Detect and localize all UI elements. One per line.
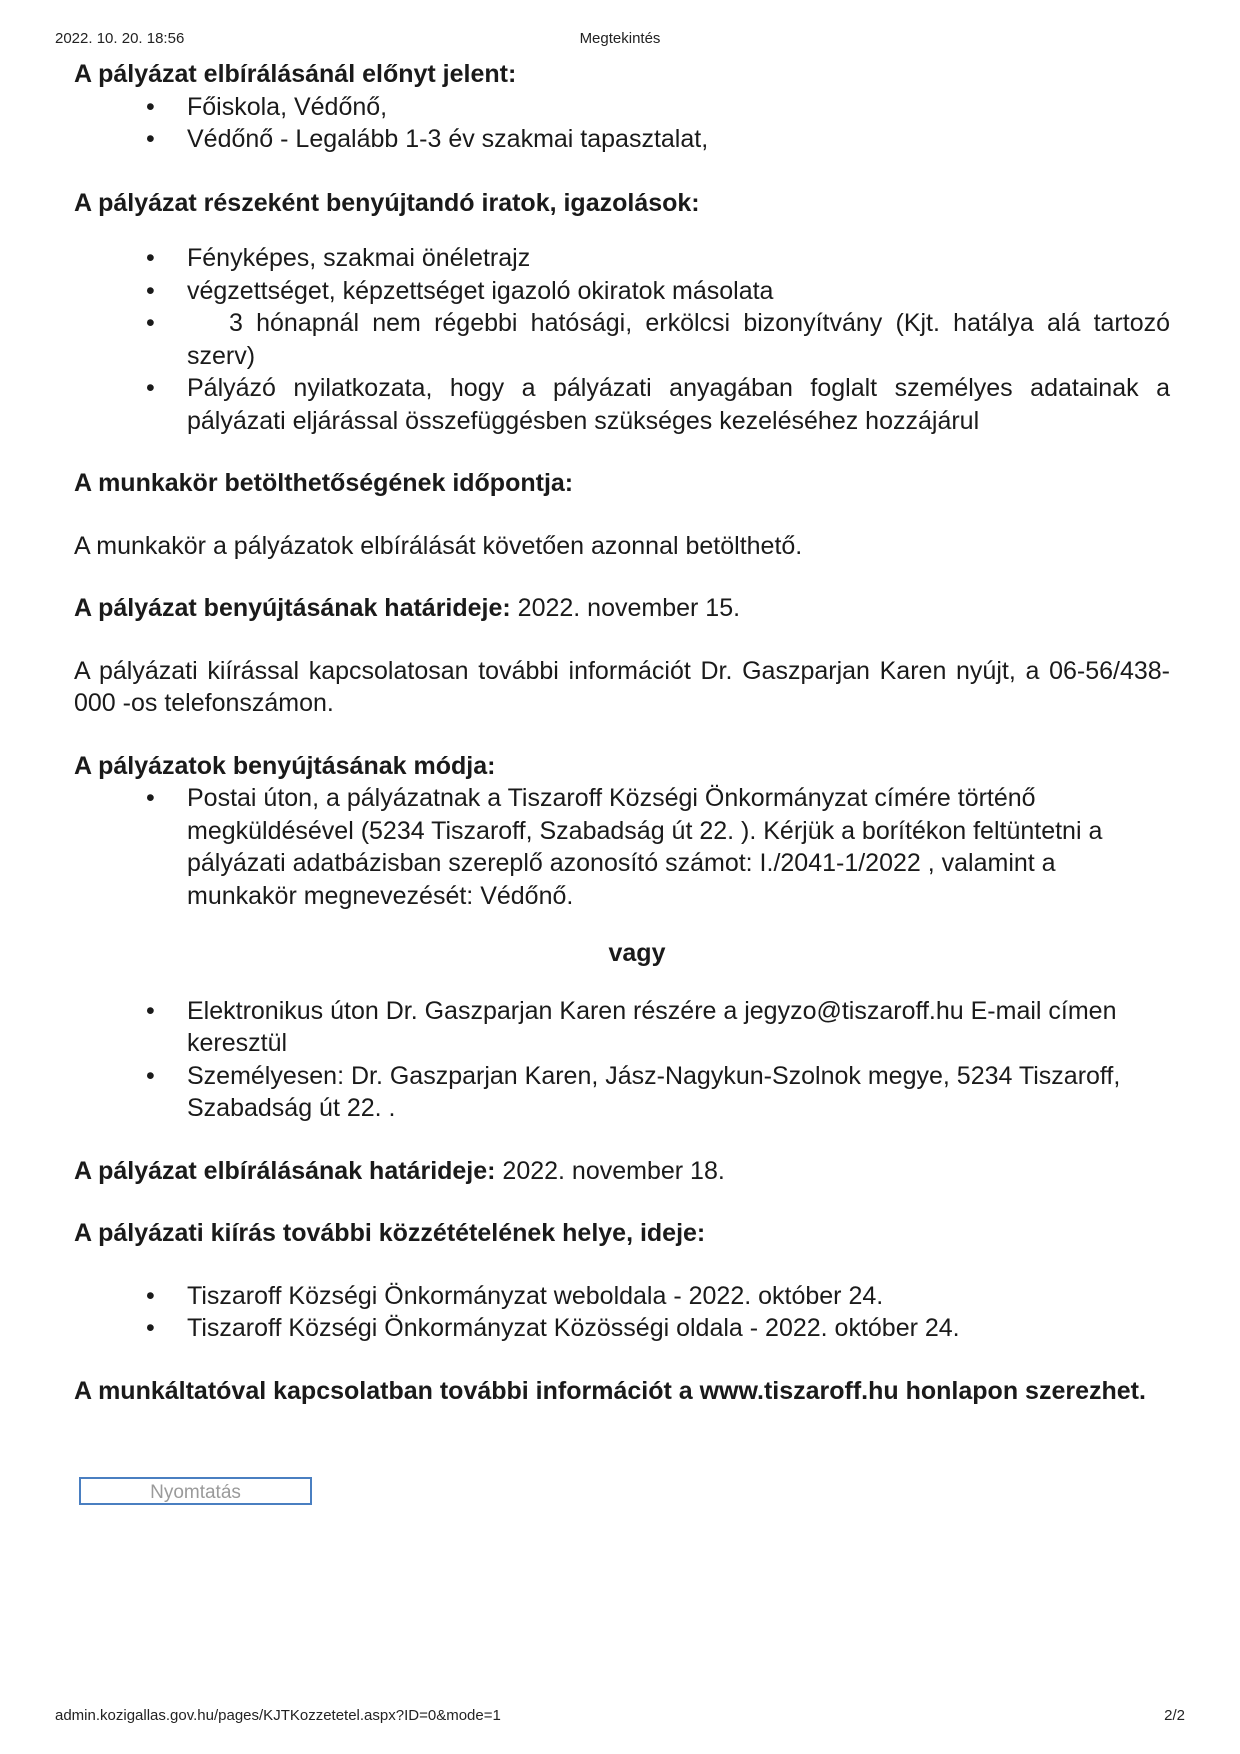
list-item-text: Főiskola, Védőnő, [187, 92, 388, 121]
evaluation-deadline-value: 2022. november 18. [495, 1156, 725, 1185]
print-footer [55, 1707, 1185, 1727]
bullet-icon: • [146, 276, 155, 305]
contact-info-text: A pályázati kiírással kapcsolatosan további információt Dr. Gaszparjan Karen nyújt, a 06-56/438-000 -os telefonszámon. [74, 656, 1170, 717]
bullet-icon: • [146, 374, 155, 402]
submission-deadline [74, 592, 1170, 625]
start-date-text: A munkakör a pályázatok elbírálását követően azonnal betölthető. [74, 531, 803, 560]
submission-method-list-more [74, 995, 1170, 1125]
documents-heading: A pályázat részeként benyújtandó iratok, igazolások: [74, 188, 700, 217]
list-item [74, 307, 1170, 372]
print-datetime: 2022. 10. 20. 18:56 [55, 30, 185, 47]
personal-submission-text: Személyesen: Dr. Gaszparjan Karen, Jász-Nagykun-Szolnok megye, 5234 Tiszaroff, Szabadság út 22. . [187, 1061, 1121, 1122]
list-item-text: Pályázó nyilatkozata, hogy a pályázati anyagában foglalt személyes adatainak a pályázati eljárással összefüggésben szükséges kezeléséhez hozzájárul [187, 374, 1170, 435]
documents-list [74, 242, 1170, 437]
publication-heading: A pályázati kiírás további közzétételének helye, ideje: [74, 1219, 706, 1247]
bullet-icon: • [146, 1061, 155, 1090]
list-item [74, 123, 1170, 156]
bullet-icon: • [146, 125, 155, 153]
list-item [74, 242, 1170, 275]
or-separator: vagy [608, 939, 666, 967]
page-url: admin.kozigallas.gov.hu/pages/KJTKozzetetel.aspx?ID=0&mode=1 [55, 1707, 501, 1724]
bullet-icon: • [146, 784, 155, 812]
list-item-text: Fényképes, szakmai önéletrajz [187, 244, 531, 272]
print-button[interactable]: Nyomtatás [79, 1477, 312, 1505]
submission-method-list [74, 782, 1170, 912]
bullet-icon: • [146, 996, 155, 1025]
employer-info-text: A munkáltatóval kapcsolatban további információt a www.tiszaroff.hu honlapon szerezhet. [74, 1376, 1146, 1405]
list-item [74, 995, 1170, 1060]
electronic-submission-text: Elektronikus úton Dr. Gaszparjan Karen részére a jegyzo@tiszaroff.hu E-mail címen keresztül [187, 996, 1117, 1057]
submission-deadline-value: 2022. november 15. [510, 594, 741, 622]
publication-list [74, 1280, 1170, 1345]
list-item [74, 275, 1170, 308]
document-body [74, 58, 1170, 1407]
list-item [74, 91, 1170, 124]
list-item-text: Védőnő - Legalább 1-3 év szakmai tapasztalat, [187, 125, 709, 153]
print-header [55, 30, 1185, 50]
evaluation-deadline [74, 1155, 1170, 1188]
list-item [74, 1280, 1170, 1313]
list-item-text: 3 hónapnál nem régebbi hatósági, erkölcsi bizonyítvány (Kjt. hatálya alá tartozó szerv) [187, 309, 1170, 370]
list-item [74, 782, 1170, 912]
start-date-heading: A munkakör betölthetőségének időpontja: [74, 469, 574, 497]
evaluation-deadline-label: A pályázat elbírálásának határideje: [74, 1156, 496, 1185]
list-item [74, 1060, 1170, 1125]
bullet-icon: • [146, 1281, 155, 1310]
advantage-list [74, 91, 1170, 156]
bullet-icon: • [146, 309, 155, 337]
list-item-text: Tiszaroff Községi Önkormányzat Közösségi oldala - 2022. október 24. [187, 1314, 960, 1342]
list-item-text: Tiszaroff Községi Önkormányzat weboldala - 2022. október 24. [187, 1281, 884, 1310]
list-item [74, 372, 1170, 437]
submission-method-heading: A pályázatok benyújtásának módja: [74, 751, 496, 780]
list-item [74, 1312, 1170, 1345]
bullet-icon: • [146, 92, 155, 121]
submission-deadline-label: A pályázat benyújtásának határideje: [74, 594, 511, 622]
print-page-title: Megtekintés [579, 30, 661, 47]
postal-submission-text: Postai úton, a pályázatnak a Tiszaroff Községi Önkormányzat címére történő megküldésével (5234 Tiszaroff, Szabadság út 22. ). Kérjük a borítékon feltüntetni a pályázati adatbázisban szereplő azonosító számot: I./2041-1/2022 , valamint a munkakör megnevezését: Védőnő. [187, 784, 1103, 910]
page-number: 2/2 [1164, 1707, 1185, 1724]
advantage-heading: A pályázat elbírálásánál előnyt jelent: [74, 60, 517, 88]
bullet-icon: • [146, 244, 155, 272]
bullet-icon: • [146, 1314, 155, 1342]
list-item-text: végzettséget, képzettséget igazoló okiratok másolata [187, 276, 774, 305]
